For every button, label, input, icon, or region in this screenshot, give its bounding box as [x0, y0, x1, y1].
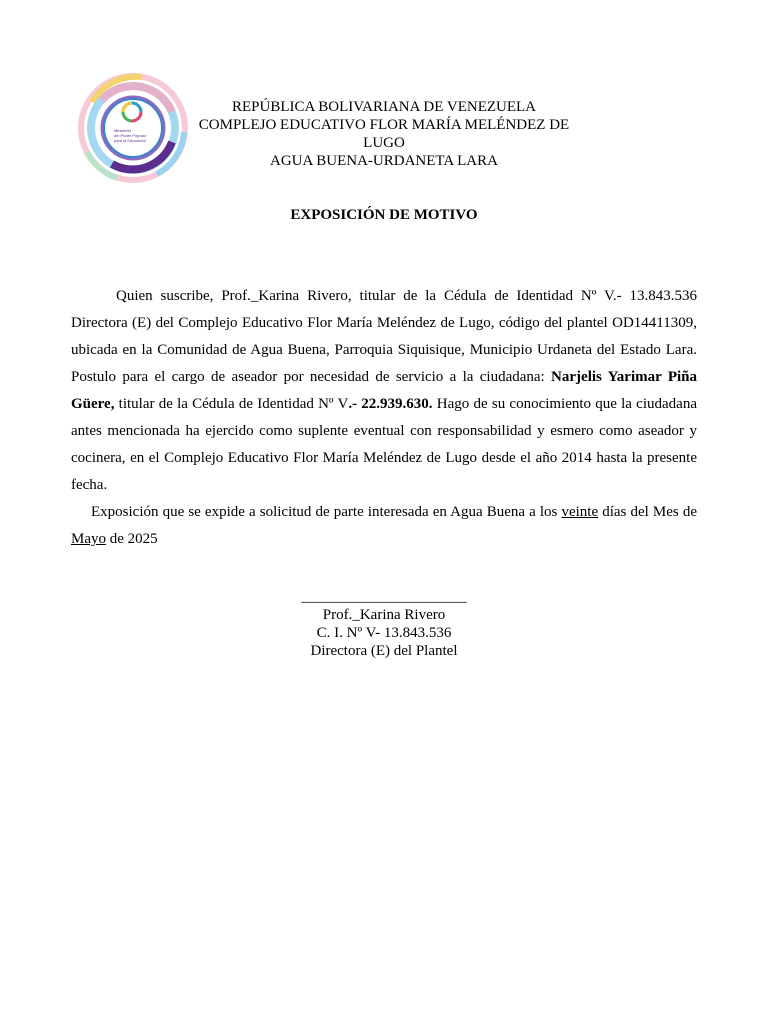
paragraph-1	[71, 283, 697, 499]
paragraph-2	[71, 499, 697, 553]
candidate-name: Narjelis Yarimar Piña Güere,	[71, 369, 697, 412]
signature-role: Directora (E) del Plantel	[310, 643, 458, 659]
issue-day: veinte	[561, 504, 599, 520]
document-body	[71, 283, 697, 553]
signature-line: ______________________	[301, 589, 467, 605]
paragraph-1-part2: titular de la Cédula de Identidad Nº V	[114, 396, 349, 412]
issue-month: Mayo	[71, 531, 106, 547]
logo-text-line2: del Poder Popular	[114, 133, 147, 138]
logo-text-line3: para la Educación	[114, 138, 147, 143]
paragraph-1-part3: Hago de su conocimiento que la ciudadana antes mencionada ha ejercido como suplente eventual con responsabilidad y esmero como aseador y cocinera, en el Complejo Educativo Flor María Meléndez de Lugo desde el año 2014 hasta la presente fecha.	[71, 396, 697, 493]
logo-text-line1: Ministerio	[114, 128, 132, 133]
ministry-education-logo-icon	[72, 72, 194, 184]
header-republic: REPÚBLICA BOLIVARIANA DE VENEZUELA	[231, 99, 537, 115]
header-location: AGUA BUENA-URDANETA LARA	[270, 153, 498, 169]
paragraph-2-part1: Exposición que se expide a solicitud de parte interesada en Agua Buena a los	[91, 504, 562, 520]
paragraph-2-part2: días del Mes de	[598, 504, 697, 520]
paragraph-2-part3: de 2025	[106, 531, 158, 547]
document-header	[180, 98, 588, 170]
document-title: EXPOSICIÓN DE MOTIVO	[290, 207, 478, 223]
signature-id: C. I. Nº V- 13.843.536	[316, 625, 452, 641]
signature-block	[0, 588, 768, 660]
header-school: COMPLEJO EDUCATIVO FLOR MARÍA MELÉNDEZ DE LUGO	[198, 117, 570, 151]
candidate-id: .- 22.939.630.	[348, 396, 433, 412]
signature-name: Prof._Karina Rivero	[322, 607, 446, 623]
paragraph-1-part1: Quien suscribe, Prof._Karina Rivero, titular de la Cédula de Identidad Nº V.- 13.843.536 Directora (E) del Complejo Educativo Flor María Meléndez de Lugo, código del plantel OD14411309, ubicada en la Comunidad de Agua Buena, Parroquia Siquisique, Municipio Urdaneta del Estado Lara. Postulo para el cargo de aseador por necesidad de servicio a la ciudadana:	[71, 288, 697, 385]
